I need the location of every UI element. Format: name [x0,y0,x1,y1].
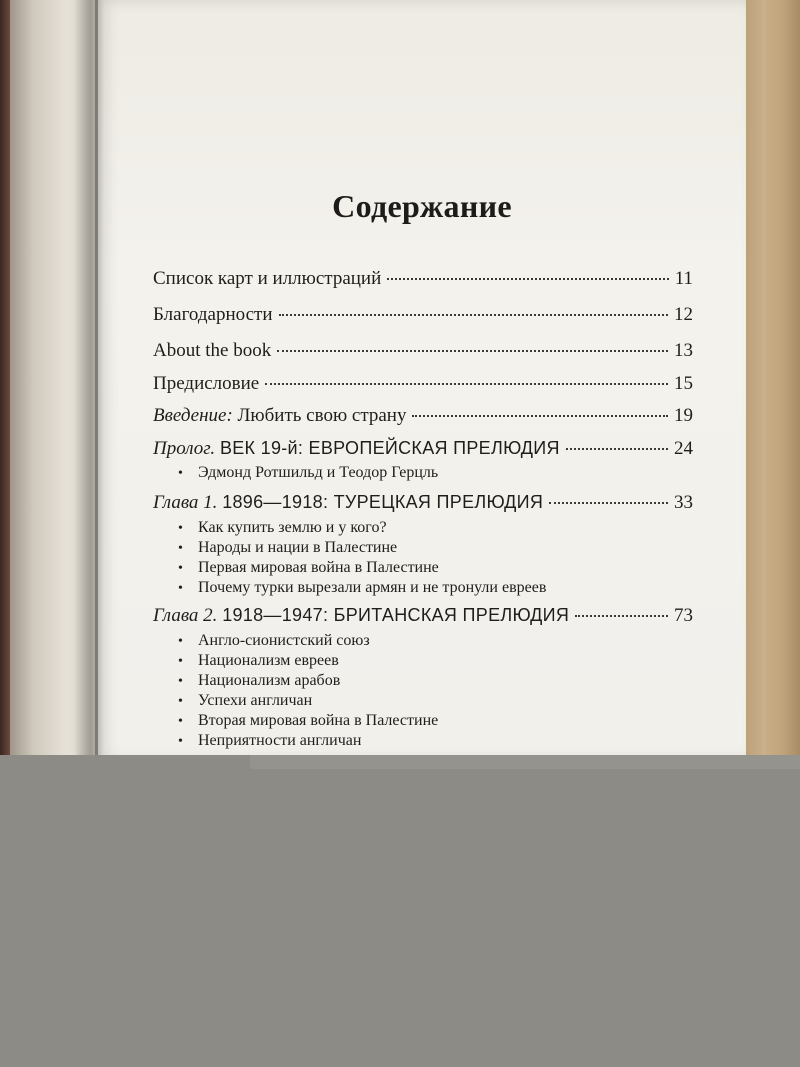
leader-dots [387,277,668,280]
list-item: • Национализм арабов [178,672,341,689]
leader-dots [549,501,668,504]
list-item: • Как купить землю и у кого? [178,519,387,536]
list-item: • Национализм евреев [178,652,339,669]
toc-entry-introduction: Введение: Любить свою страну 19 [153,405,693,426]
wooden-surface [740,0,800,760]
leader-dots [412,414,668,417]
spine-shadow [74,0,104,760]
list-item: • Неприятности англичан [178,732,362,749]
toc-entry-about: About the book 13 [153,340,693,361]
leader-dots [277,349,668,352]
list-item: • Народы и нации в Палестине [178,539,398,556]
list-item: • Эдмонд Ротшильд и Теодор Герцль [178,464,439,481]
toc-entry-maps: Список карт и иллюстраций 11 [153,268,693,289]
leader-dots [279,313,669,316]
leader-dots [575,614,668,617]
page-title: Содержание [332,188,512,224]
redaction-block [0,755,800,1067]
toc-entry-chapter-2: Глава 2. 1918—1947: БРИТАНСКАЯ ПРЕЛЮДИЯ 73 [153,605,693,626]
toc-entry-acknowledgements: Благодарности 12 [153,304,693,325]
book-cover-edge [0,0,10,760]
toc-entry-prolog: Пролог. ВЕК 19-й: ЕВРОПЕЙСКАЯ ПРЕЛЮДИЯ 24 [153,438,693,459]
list-item: • Успехи англичан [178,692,313,709]
leader-dots [265,382,668,385]
list-item: • Почему турки вырезали армян и не тронули евреев [178,579,547,596]
leader-dots [566,447,668,450]
list-item: • Вторая мировая война в Палестине [178,712,439,729]
toc-entry-chapter-1: Глава 1. 1896—1918: ТУРЕЦКАЯ ПРЕЛЮДИЯ 33 [153,492,693,513]
list-item: • Англо-сионистский союз [178,632,370,649]
redaction-edge [250,755,800,769]
toc-entry-preface: Предисловие 15 [153,373,693,394]
list-item: • Первая мировая война в Палестине [178,559,439,576]
